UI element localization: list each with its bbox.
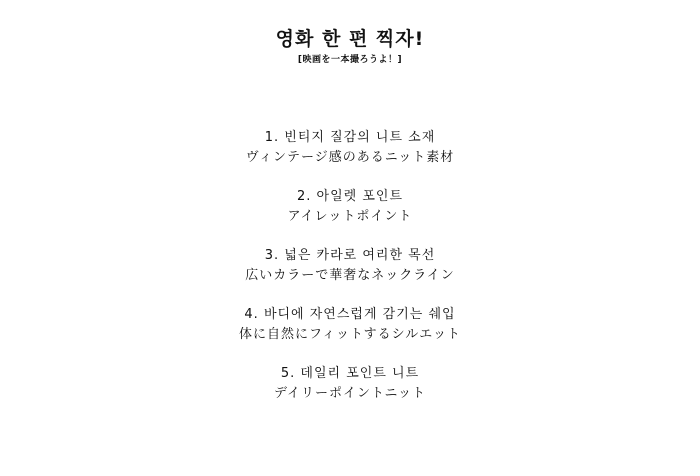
- feature-item-1: [0, 128, 700, 187]
- feature-item-2: [0, 187, 700, 246]
- feature-korean-text: 4. 바디에 자연스럽게 감기는 쉐입: [244, 307, 456, 322]
- page-subtitle: [映画を一本撮ろうよ！]: [297, 55, 403, 65]
- feature-list: [0, 128, 700, 423]
- feature-korean-text: 1. 빈티지 질감의 니트 소재: [264, 130, 436, 145]
- feature-japanese-text: アイレットポイント: [287, 209, 413, 224]
- feature-korean-text: 5. 데일리 포인트 니트: [280, 366, 420, 381]
- feature-japanese-text: ヴィンテージ感のあるニット素材: [245, 150, 455, 165]
- feature-korean-text: 2. 아일렛 포인트: [296, 189, 404, 204]
- page-title: 영화 한 편 찍자!: [275, 28, 425, 50]
- feature-item-5: [0, 364, 700, 423]
- feature-item-4: [0, 305, 700, 364]
- feature-japanese-text: 体に自然にフィットするシルエット: [239, 327, 461, 342]
- feature-japanese-text: 広いカラーで華奢なネックライン: [245, 268, 455, 283]
- feature-japanese-text: デイリーポイントニット: [273, 386, 427, 401]
- feature-korean-text: 3. 넓은 카라로 여리한 목선: [264, 248, 436, 263]
- feature-item-3: [0, 246, 700, 305]
